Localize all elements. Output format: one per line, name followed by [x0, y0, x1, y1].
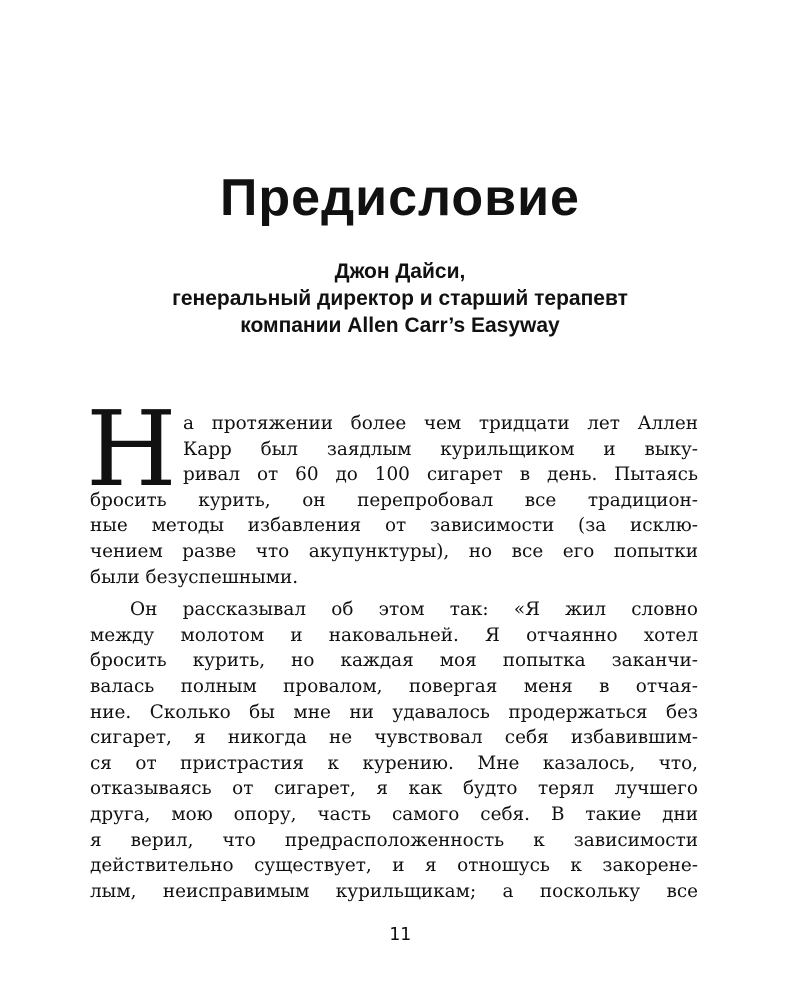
text-line: бросить курить, он перепробовал все традицион- — [90, 489, 698, 511]
text-line: отказываясь от сигарет, я как будто терял лучшего — [90, 778, 698, 800]
text-line: Он рассказывал об этом так: «Я жил словно — [130, 599, 698, 621]
text-line: бросить курить, но каждая моя попытка заканчи- — [90, 650, 698, 672]
drop-cap-letter: Н — [86, 388, 177, 510]
text-line: я верил, что предрасположенность к зависимости — [90, 829, 698, 851]
text-line: ся от пристрастия к курению. Мне казалось, что, — [90, 752, 698, 774]
body-text — [86, 388, 698, 904]
text-line: ные методы избавления от зависимости (за исклю- — [90, 515, 698, 537]
page-number: 11 — [389, 924, 411, 945]
chapter-title: Предисловие — [220, 169, 580, 227]
author-block — [80, 258, 720, 339]
text-line: сигарет, я никогда не чувствовал себя избавившим- — [90, 727, 698, 749]
paragraph-2 — [90, 597, 698, 904]
text-line: лым, неисправимым курильщикам; а поскольку все — [90, 880, 698, 902]
author-name: Джон Дайси, — [334, 260, 466, 283]
text-line: а протяжении более чем тридцати лет Аллен — [183, 413, 698, 434]
text-line: чением разве что акупунктуры), но все его попытки — [90, 540, 698, 562]
author-company: компании Allen Carr’s Easyway — [240, 314, 560, 337]
text-line: ривал от 60 до 100 сигарет в день. Пытаясь — [183, 464, 698, 486]
text-line: действительно существует, и я отношусь к закорене- — [90, 855, 698, 877]
text-line: валась полным провалом, повергая меня в отчая- — [90, 675, 698, 697]
text-line: ние. Сколько бы мне ни удавалось продержаться без — [90, 701, 698, 723]
author-role: генеральный директор и старший терапевт — [172, 287, 628, 310]
text-line: были безуспешными. — [90, 566, 299, 588]
text-line: друга, мою опору, часть самого себя. В такие дни — [90, 803, 698, 825]
text-line: Карр был заядлым курильщиком и выку- — [183, 438, 698, 460]
text-line: между молотом и наковальней. Я отчаянно хотел — [90, 624, 698, 646]
paragraph-1 — [86, 388, 698, 590]
